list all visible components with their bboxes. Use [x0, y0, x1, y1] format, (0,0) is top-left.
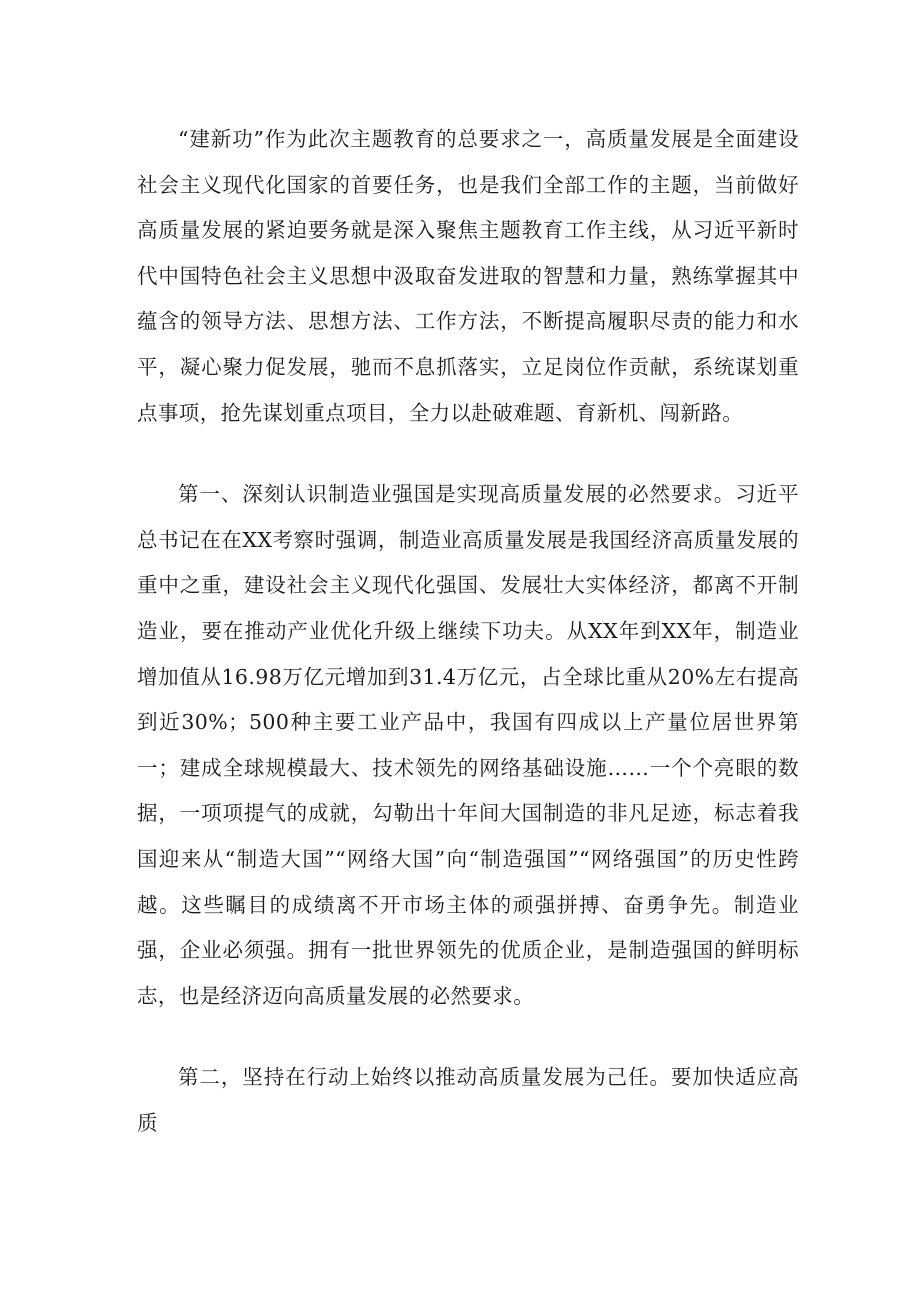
paragraph-first-point: 第一、深刻认识制造业强国是实现高质量发展的必然要求。习近平总书记在在XX考察时强调，制造业高质量发展是我国经济高质量发展的重中之重，建设社会主义现代化强国、发展壮大实体经济，都离不开制造业，要在推动产业优化升级上继续下功夫。从XX年到XX年，制造业增加值从16.98万亿元增加到31.4万亿元，占全球比重从20%左右提高到近30%；500种主要工业产品中，我国有四成以上产量位居世界第一；建成全球规模最大、技术领先的网络基础设施……一个个亮眼的数据，一项项提气的成就，勾勒出十年间大国制造的非凡足迹，标志着我国迎来从“制造大国”“网络大国”向“制造强国”“网络强国”的历史性跨越。这些瞩目的成绩离不开市场主体的顽强拼搏、奋勇争先。制造业强，企业必须强。拥有一批世界领先的优质企业，是制造强国的鲜明标志，也是经济迈向高质量发展的必然要求。 — [137, 482, 799, 1008]
paragraph-intro: “建新功”作为此次主题教育的总要求之一，高质量发展是全面建设社会主义现代化国家的首要任务，也是我们全部工作的主题，当前做好高质量发展的紧迫要务就是深入聚焦主题教育工作主线，从习近平新时代中国特色社会主义思想中汲取奋发进取的智慧和力量，熟练掌握其中蕴含的领导方法、思想方法、工作方法，不断提高履职尽责的能力和水平，凝心聚力促发展，驰而不息抓落实，立足岗位作贡献，系统谋划重点事项，抢先谋划重点项目，全力以赴破难题、育新机、闯新路。 — [137, 127, 799, 425]
paragraph-second-point: 第二，坚持在行动上始终以推动高质量发展为己任。要加快适应高质 — [137, 1065, 799, 1135]
document-body — [137, 117, 799, 1146]
